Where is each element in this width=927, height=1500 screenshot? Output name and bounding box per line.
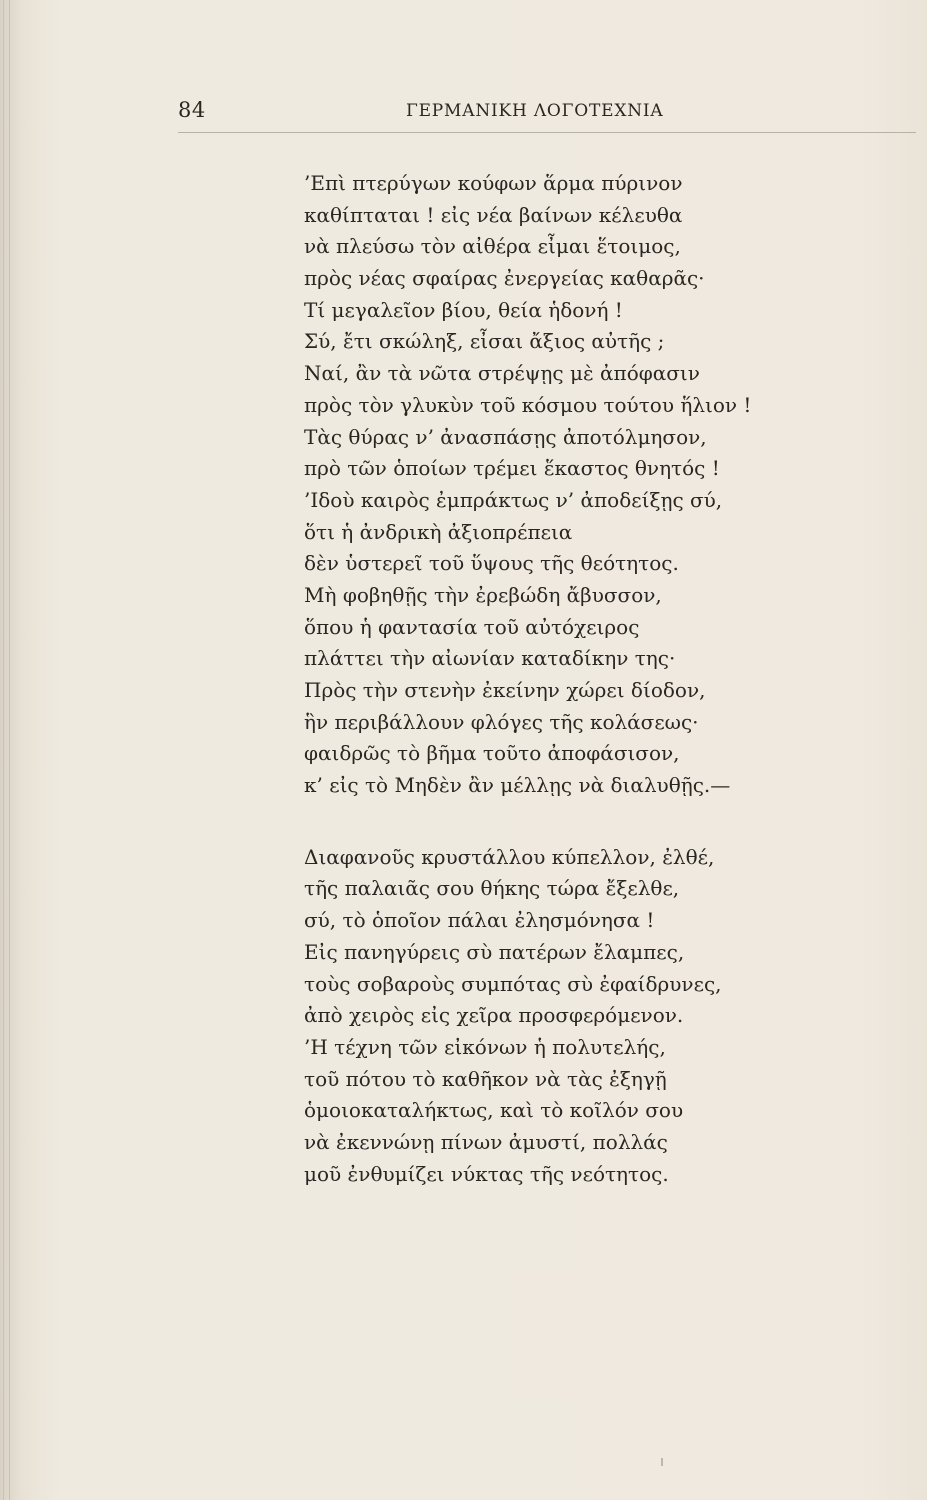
poem-line: κ’ εἰς τὸ Μηδὲν ἂν μέλλῃς νὰ διαλυθῇς.— (304, 773, 731, 798)
poem-line: ὅτι ἡ ἀνδρικὴ ἀξιοπρέπεια (304, 519, 573, 544)
poem-line: Εἰς πανηγύρεις σὺ πατέρων ἔλαμπες, (304, 939, 685, 964)
poem-line: Τὰς θύρας ν’ ἀνασπάσῃς ἀποτόλμησον, (304, 424, 707, 449)
poem-line: πρὸ τῶν ὁποίων τρέμει ἕκαστος θνητός ! (304, 456, 720, 481)
poem-line: τοὺς σοβαροὺς συμπότας σὺ ἐφαίδρυνες, (304, 971, 722, 996)
poem-line: πρὸς νέας σφαίρας ἐνεργείας καθαρᾶς· (304, 266, 705, 291)
poem-line: ὅπου ἡ φαντασία τοῦ αὐτόχειρος (304, 614, 640, 639)
binding-shadow-line (9, 0, 10, 1500)
poem-line: σύ, τὸ ὁποῖον πάλαι ἐλησμόνησα ! (304, 908, 655, 933)
poem-line: Πρὸς τὴν στενὴν ἐκείνην χώρει δίοδον, (304, 678, 706, 702)
page-number: 84 (178, 98, 206, 122)
paper-speck (661, 1458, 663, 1466)
poem-line: Διαφανοῦς κρυστάλλου κύπελλον, ἐλθέ, (304, 844, 715, 869)
poem-body (304, 168, 864, 1190)
poem-line: πλάττει τὴν αἰωνίαν καταδίκην της· (304, 646, 676, 671)
poem-line: τοῦ πότου τὸ καθῆκον νὰ τὰς ἐξηγῇ (304, 1066, 667, 1091)
poem-line: φαιδρῶς τὸ βῆμα τοῦτο ἀποφάσισον, (304, 741, 680, 766)
running-header (178, 98, 738, 130)
poem-line: Ναί, ἂν τὰ νῶτα στρέψῃς μὲ ἀπόφασιν (304, 361, 700, 386)
poem-stanza (304, 842, 864, 1191)
poem-line: Σύ, ἔτι σκώληξ, εἶσαι ἄξιος αὐτῆς ; (304, 329, 665, 354)
poem-line: πρὸς τὸν γλυκὺν τοῦ κόσμου τούτου ἥλιον ! (304, 392, 752, 417)
poem-line: μοῦ ἐνθυμίζει νύκτας τῆς νεότητος. (304, 1161, 669, 1186)
binding-shadow-line (3, 0, 4, 1500)
poem-line: ὁμοιοκαταλήκτως, καὶ τὸ κοῖλόν σου (304, 1098, 684, 1123)
poem-line: νὰ ἐκεννώνῃ πίνων ἀμυστί, πολλάς (304, 1129, 668, 1154)
poem-line: ἣν περιβάλλουν φλόγες τῆς κολάσεως· (304, 709, 699, 734)
poem-line: ἀπὸ χειρὸς εἰς χεῖρα προσφερόμενον. (304, 1003, 684, 1028)
poem-line: ’Επὶ πτερύγων κούφων ἅρμα πύρινον (304, 171, 683, 195)
poem-line: νὰ πλεύσω τὸν αἰθέρα εἶμαι ἕτοιμος, (304, 234, 681, 259)
poem-line: Μὴ φοβηθῇς τὴν ἐρεβώδη ἄβυσσον, (304, 582, 662, 607)
poem-line: Τί μεγαλεῖον βίου, θεία ἡδονή ! (304, 297, 623, 322)
poem-line: ’Η τέχνη τῶν εἰκόνων ἡ πολυτελής, (304, 1034, 666, 1059)
running-title: ΓΕΡΜΑΝΙΚΗ ΛΟΓΟΤΕΧΝΙΑ (406, 101, 664, 121)
poem-line: δὲν ὑστερεῖ τοῦ ὕψους τῆς θεότητος. (304, 551, 679, 576)
poem-line: τῆς παλαιᾶς σου θήκης τώρα ἔξελθε, (304, 876, 680, 901)
poem-line: ’Ιδοὺ καιρὸς ἐμπράκτως ν’ ἀποδείξῃς σύ, (304, 487, 723, 512)
poem-stanza (304, 168, 864, 802)
header-rule (178, 132, 916, 133)
poem-line: καθίπταται ! εἰς νέα βαίνων κέλευθα (304, 202, 683, 227)
